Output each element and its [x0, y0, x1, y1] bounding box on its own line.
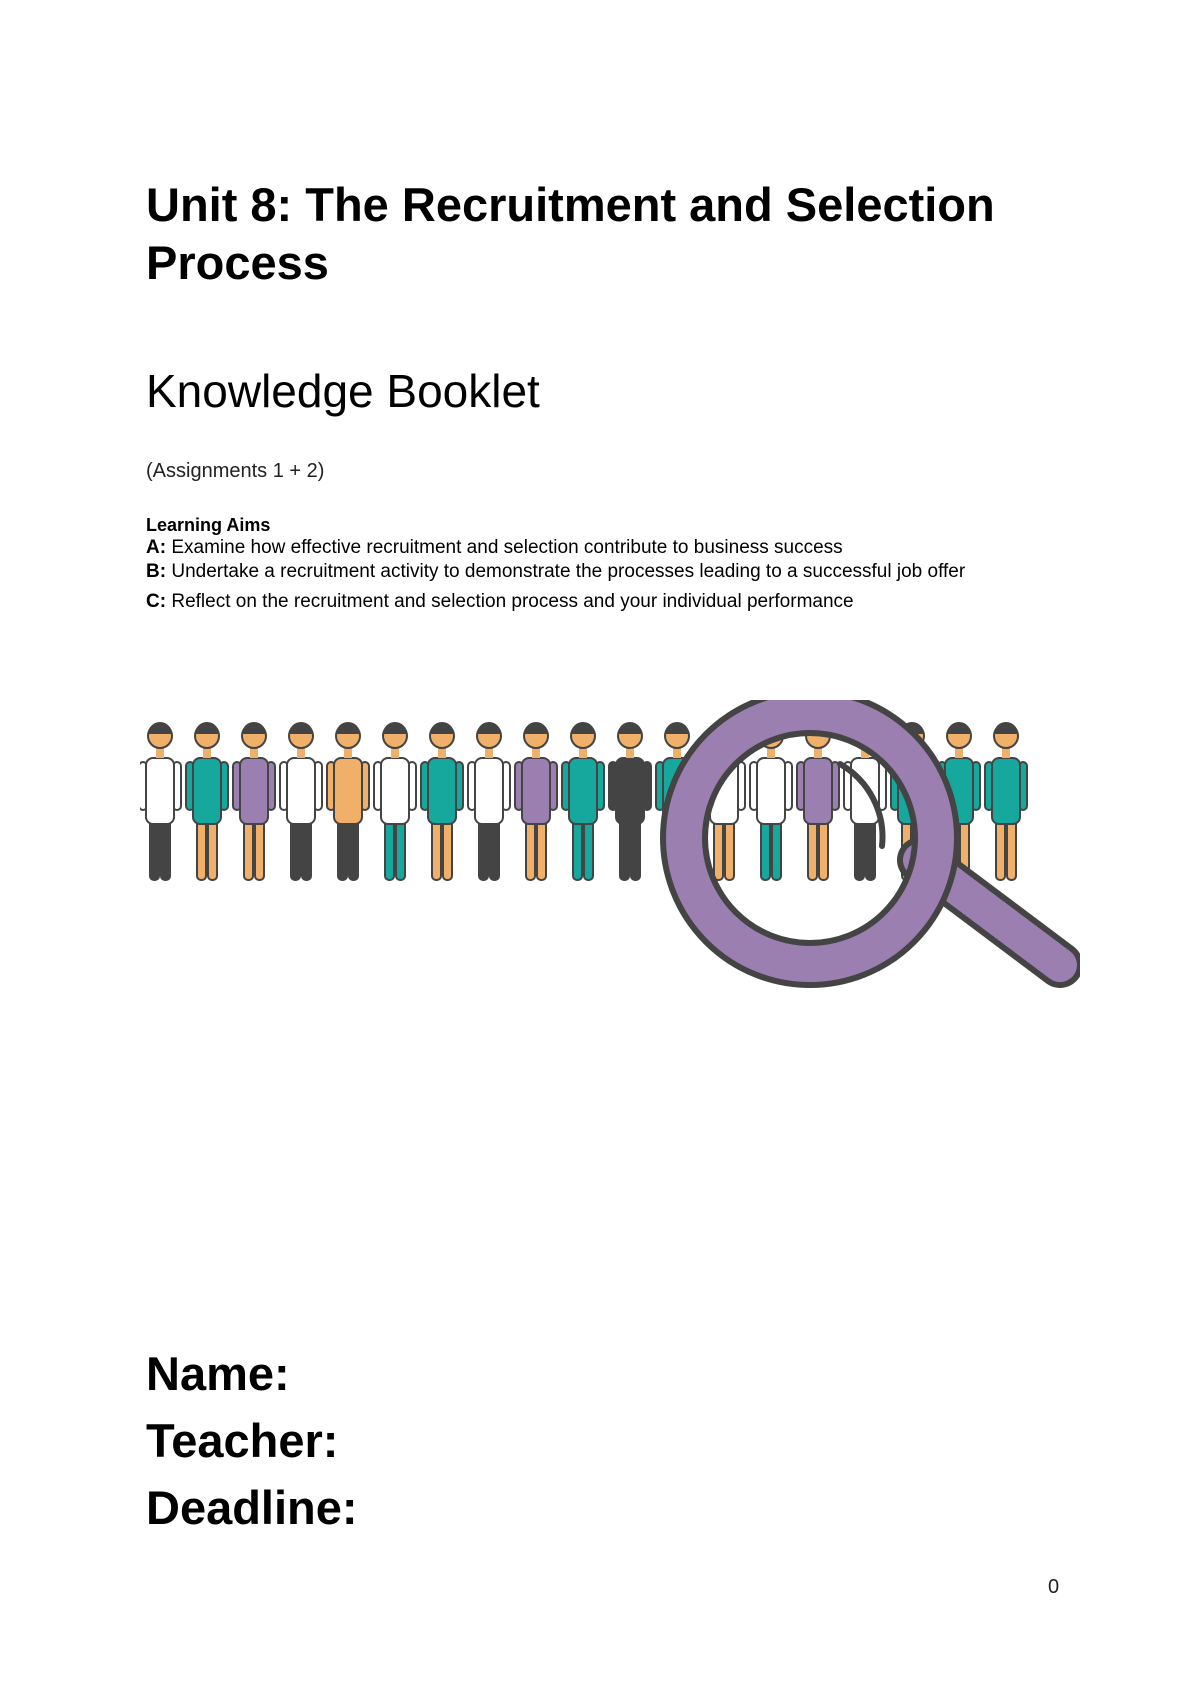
person-figure — [797, 722, 839, 880]
deadline-field-label: Deadline: — [146, 1481, 358, 1534]
person-figure — [233, 722, 275, 880]
teacher-field-label: Teacher: — [146, 1414, 339, 1467]
learning-aims-heading: Learning Aims — [146, 515, 271, 535]
document-title: Unit 8: The Recruitment and Selection Process — [146, 178, 995, 289]
person-figure — [562, 722, 604, 880]
learning-aims — [146, 514, 965, 614]
person-figure — [186, 722, 228, 880]
people-magnifier-illustration — [140, 700, 1080, 1000]
assignments-note: (Assignments 1 + 2) — [146, 460, 325, 482]
document-subtitle: Knowledge Booklet — [146, 365, 540, 417]
aim-letter: A: — [146, 537, 167, 558]
aim-letter: C: — [146, 591, 167, 612]
name-field-label: Name: — [146, 1347, 290, 1400]
student-fields — [146, 1340, 358, 1541]
person-figure — [327, 722, 369, 880]
person-figure — [985, 722, 1027, 880]
person-figure — [515, 722, 557, 880]
person-figure — [374, 722, 416, 880]
aim-letter: B: — [146, 561, 167, 582]
person-figure — [280, 722, 322, 880]
aim-text: Undertake a recruitment activity to demonstrate the processes leading to a successful job offer — [171, 561, 966, 582]
aim-text: Reflect on the recruitment and selection process and your individual performance — [171, 591, 854, 612]
person-figure — [140, 722, 181, 880]
learning-aim-b — [146, 560, 965, 584]
person-figure — [468, 722, 510, 880]
person-figure — [421, 722, 463, 880]
page-number: 0 — [1048, 1576, 1060, 1598]
aim-text: Examine how effective recruitment and selection contribute to business success — [171, 537, 843, 558]
learning-aim-a — [146, 536, 965, 560]
learning-aim-c — [146, 590, 965, 614]
person-figure — [609, 722, 651, 880]
